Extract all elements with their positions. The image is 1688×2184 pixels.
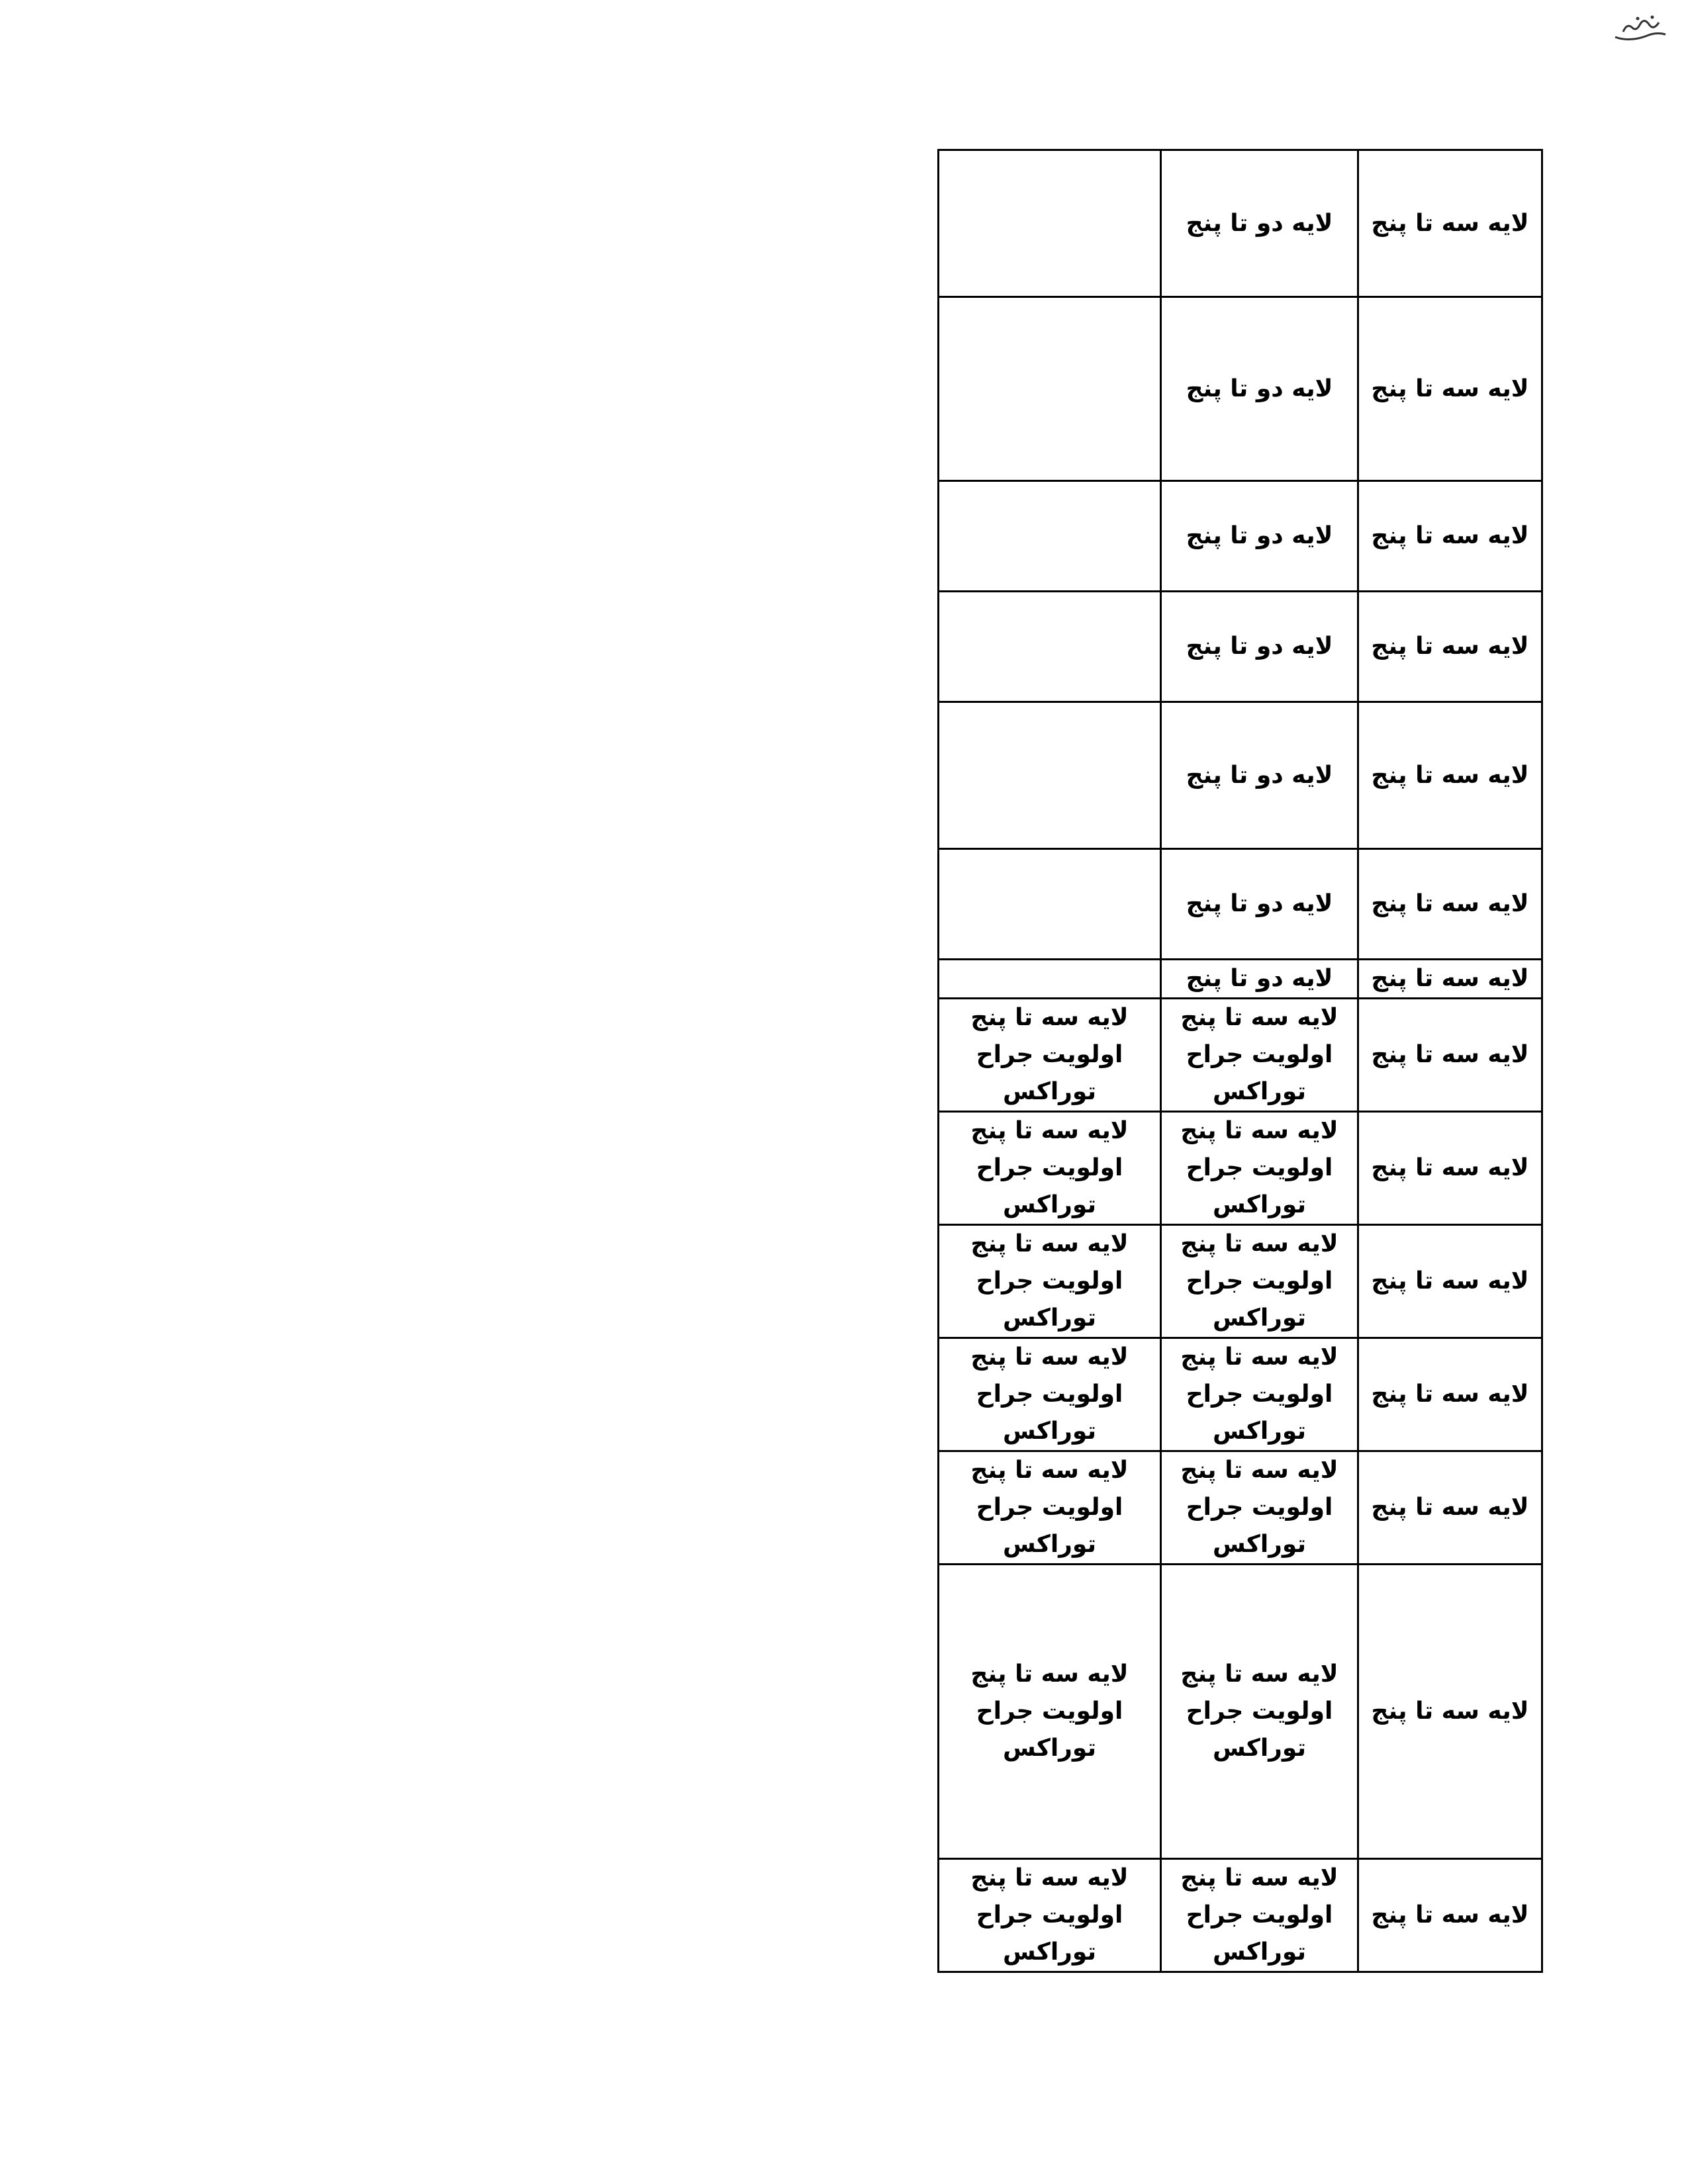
table-cell-right: لایه سه تا پنج [1358,1112,1542,1225]
table-cell-left [939,592,1161,702]
table-row [939,1338,1542,1451]
table-cell-left: لایه سه تا پنج اولویت جراح توراکس [939,1225,1161,1338]
table-cell-right: لایه سه تا پنج [1358,702,1542,849]
table-cell-right: لایه سه تا پنج [1358,1565,1542,1859]
table-cell-right: لایه سه تا پنج [1358,1859,1542,1972]
table-row [939,1859,1542,1972]
table-cell-left: لایه سه تا پنج اولویت جراح توراکس [939,1565,1161,1859]
table-cell-left [939,702,1161,849]
table-cell-left: لایه سه تا پنج اولویت جراح توراکس [939,999,1161,1112]
table-row [939,702,1542,849]
table-cell-left [939,960,1161,999]
table-cell-middle: لایه سه تا پنج اولویت جراح توراکس [1161,1565,1358,1859]
table-cell-right: لایه سه تا پنج [1358,999,1542,1112]
table-cell-middle: لایه سه تا پنج اولویت جراح توراکس [1161,1338,1358,1451]
table-cell-left [939,481,1161,592]
table-cell-right: لایه سه تا پنج [1358,481,1542,592]
table-cell-left: لایه سه تا پنج اولویت جراح توراکس [939,1112,1161,1225]
table-cell-middle: لایه سه تا پنج اولویت جراح توراکس [1161,999,1358,1112]
table-cell-middle: لایه دو تا پنج [1161,592,1358,702]
table-row [939,150,1542,297]
table-cell-left: لایه سه تا پنج اولویت جراح توراکس [939,1859,1161,1972]
table-cell-middle: لایه دو تا پنج [1161,702,1358,849]
table-cell-middle: لایه سه تا پنج اولویت جراح توراکس [1161,1451,1358,1565]
table-cell-middle: لایه دو تا پنج [1161,960,1358,999]
table-cell-right: لایه سه تا پنج [1358,1338,1542,1451]
table-cell-middle: لایه دو تا پنج [1161,150,1358,297]
table-row [939,1225,1542,1338]
table-cell-right: لایه سه تا پنج [1358,297,1542,481]
watermark-logo [1610,12,1671,45]
table-cell-left [939,297,1161,481]
priority-table [937,149,1543,1973]
table-cell-left: لایه سه تا پنج اولویت جراح توراکس [939,1338,1161,1451]
table-row [939,1112,1542,1225]
table-cell-right: لایه سه تا پنج [1358,150,1542,297]
table-cell-left: لایه سه تا پنج اولویت جراح توراکس [939,1451,1161,1565]
table-cell-middle: لایه سه تا پنج اولویت جراح توراکس [1161,1225,1358,1338]
table-row [939,297,1542,481]
table-cell-middle: لایه دو تا پنج [1161,849,1358,960]
table-cell-middle: لایه سه تا پنج اولویت جراح توراکس [1161,1112,1358,1225]
table-row [939,960,1542,999]
table-row [939,849,1542,960]
table-row [939,1565,1542,1859]
table-cell-left [939,150,1161,297]
table-cell-middle: لایه دو تا پنج [1161,297,1358,481]
table-row [939,481,1542,592]
table-cell-left [939,849,1161,960]
table-row [939,999,1542,1112]
table-cell-right: لایه سه تا پنج [1358,1225,1542,1338]
table-row [939,1451,1542,1565]
table-cell-middle: لایه سه تا پنج اولویت جراح توراکس [1161,1859,1358,1972]
table-cell-right: لایه سه تا پنج [1358,592,1542,702]
table-cell-right: لایه سه تا پنج [1358,849,1542,960]
table-cell-middle: لایه دو تا پنج [1161,481,1358,592]
table-cell-right: لایه سه تا پنج [1358,1451,1542,1565]
table-cell-right: لایه سه تا پنج [1358,960,1542,999]
table-row [939,592,1542,702]
